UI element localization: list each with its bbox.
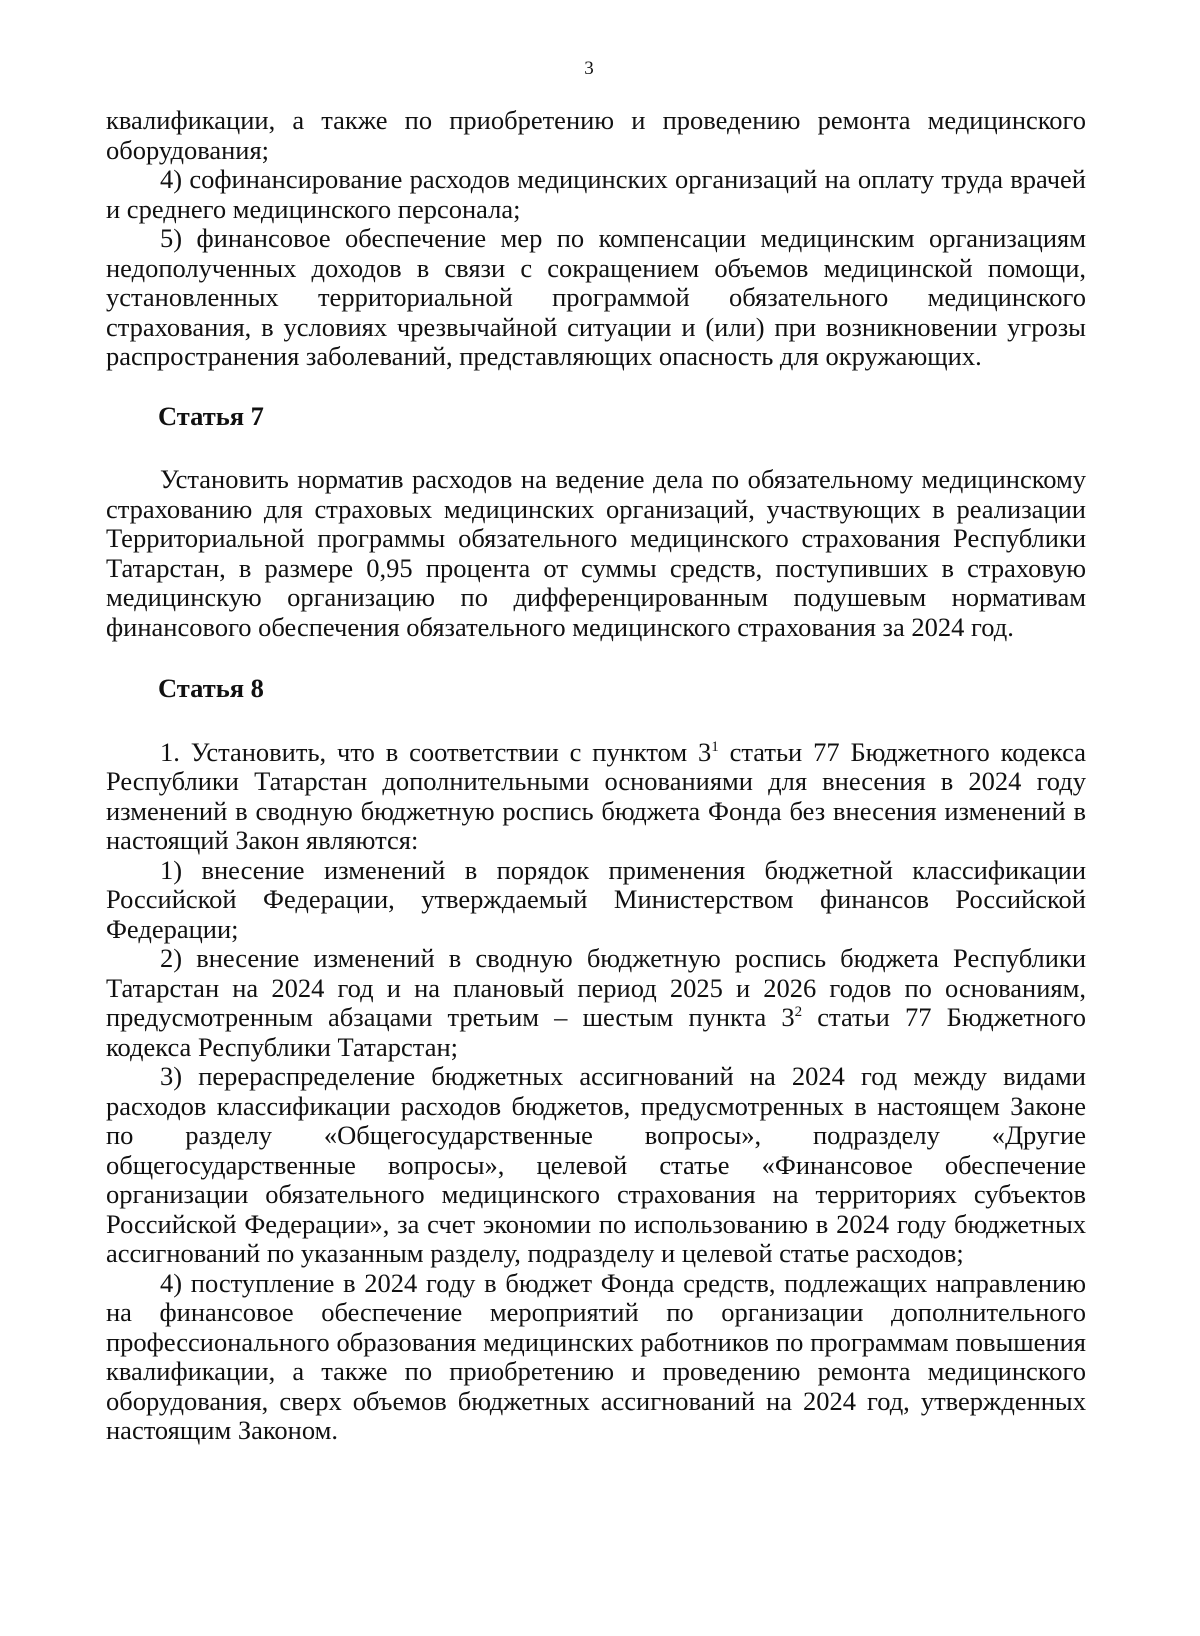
- article-8-paragraph-1: [106, 738, 1086, 856]
- article-8-item-2: [106, 944, 1086, 1062]
- document-page: [106, 58, 1086, 1446]
- article-8-item-1: 1) внесение изменений в порядок применения бюджетной классификации Российской Федерации, утверждаемый Министерством финансов Российской Федерации;: [106, 854, 1086, 944]
- article-7-text: Установить норматив расходов на ведение дела по обязательному медицинскому страхованию для страховых медицинских организаций, участвующих в реализации Территориальной программы обязательного медицинского страхования Республики Татарстан, в размере 0,95 процента от суммы средств, поступивших в страховую медицинскую организацию по дифференцированным подушевым нормативам финансового обеспечения обязательного медицинского страхования за 2024 год.: [106, 464, 1086, 642]
- article-8-heading: Статья 8: [158, 673, 264, 703]
- text-span: статьи 77 Бюджетного кодекса Республики Татарстан;: [106, 1002, 1086, 1062]
- article-8-item-4: 4) поступление в 2024 году в бюджет Фонда средств, подлежащих направлению на финансовое обеспечение мероприятий по организации дополнительного профессионального образования медицинских работников по программам повышения квалификации, а также по приобретению и проведению ремонта медицинского оборудования, сверх объемов бюджетных ассигнований на 2024 год, утвержденных настоящим Законом.: [106, 1267, 1086, 1445]
- list-item-5: 5) финансовое обеспечение мер по компенсации медицинским организациям недополученных доходов в связи с сокращением объемов медицинской помощи, установленных территориальной программой обязательного медицинского страхования, в условиях чрезвычайной ситуации и (или) при возникновении угрозы распространения заболеваний, представляющих опасность для окружающих.: [106, 223, 1086, 371]
- text-span: статьи 77 Бюджетного кодекса Республики Татарстан дополнительными основаниями для внесения в 2024 году изменений в сводную бюджетную роспись бюджета Фонда без внесения изменений в настоящий Закон являются:: [106, 736, 1086, 855]
- article-8-item-3: 3) перераспределение бюджетных ассигнований на 2024 год между видами расходов классификации расходов бюджетов, предусмотренных в настоящем Законе по разделу «Общегосударственные вопросы», подразделу «Другие общегосударственные вопросы», целевой статье «Финансовое обеспечение организации обязательного медицинского страхования на территориях субъектов Российской Федерации», за счет экономии по использованию в 2024 году бюджетных ассигнований по указанным разделу, подразделу и целевой статье расходов;: [106, 1061, 1086, 1268]
- text-span: 2) внесение изменений в сводную бюджетную роспись бюджета Республики Татарстан на 2024 год и на плановый период 2025 и 2026 годов по основаниям, предусмотренным абзацами третьим – шестым пункта 3: [106, 943, 1086, 1032]
- paragraph-continuation: квалификации, а также по приобретению и проведению ремонта медицинского оборудования;: [106, 105, 1086, 165]
- list-item-4: 4) софинансирование расходов медицинских организаций на оплату труда врачей и среднего медицинского персонала;: [106, 164, 1086, 224]
- article-7-heading: Статья 7: [158, 400, 264, 431]
- superscript: 1: [711, 738, 719, 755]
- page-number: 3: [584, 58, 594, 79]
- text-span: 1. Установить, что в соответствии с пунктом 3: [160, 736, 712, 767]
- superscript: 2: [794, 1004, 803, 1020]
